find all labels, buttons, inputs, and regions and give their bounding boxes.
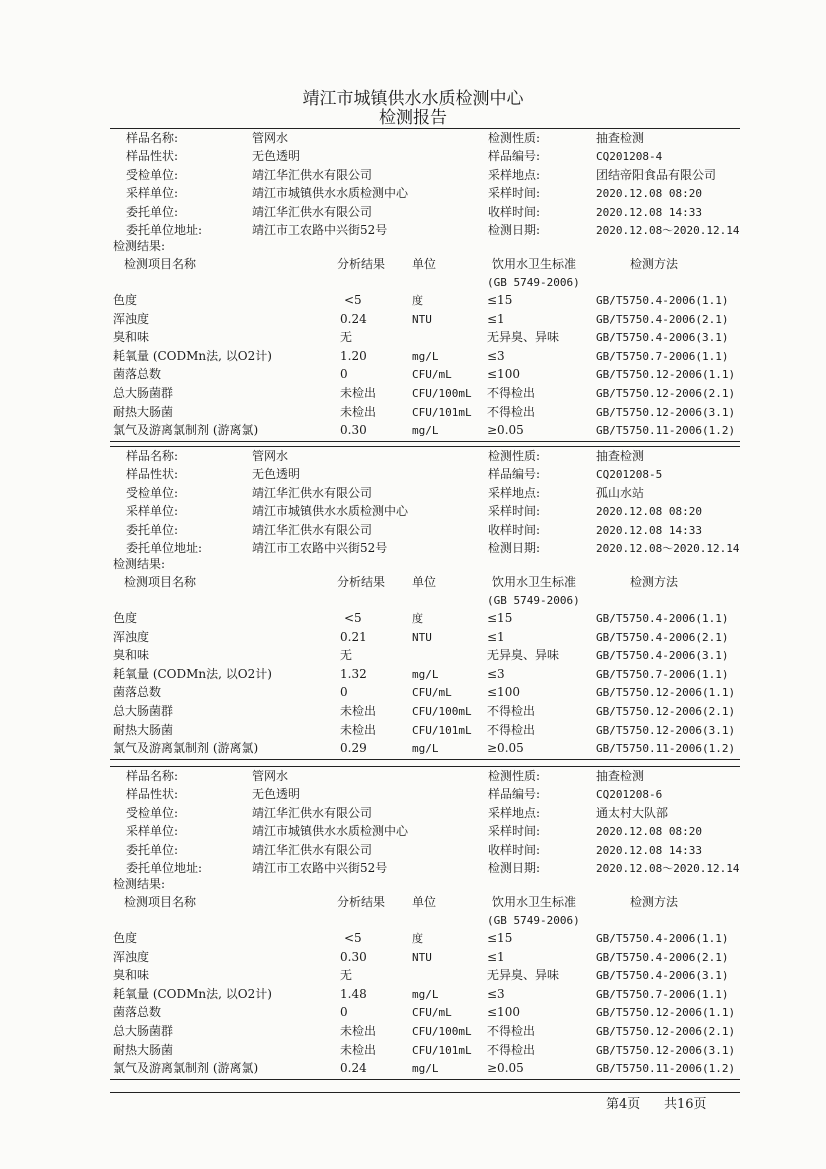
result-standard: ≤3 bbox=[487, 986, 505, 1001]
result-unit: CFU/101mL bbox=[412, 723, 472, 737]
results-heading: 检测结果: bbox=[113, 557, 166, 571]
result-item: 氯气及游离氯制剂 (游离氯) bbox=[113, 741, 259, 756]
result-method: GB/T5750.12-2006(1.1) bbox=[596, 686, 736, 700]
result-standard: ≥0.05 bbox=[487, 741, 524, 756]
result-value: 0 bbox=[340, 367, 348, 382]
result-value: 未检出 bbox=[340, 704, 377, 718]
value-client-unit: 靖江华汇供水有限公司 bbox=[252, 204, 373, 219]
value-sampling-site: 团结帝阳食品有限公司 bbox=[596, 167, 717, 182]
result-standard: 不得检出 bbox=[487, 1042, 536, 1057]
result-unit: mg/L bbox=[412, 987, 439, 1001]
col-header-unit: 单位 bbox=[412, 257, 437, 271]
result-method: GB/T5750.11-2006(1.2) bbox=[596, 742, 736, 756]
value-test-date: 2020.12.08～2020.12.14 bbox=[596, 542, 740, 555]
result-standard: 无异臭、异味 bbox=[487, 648, 560, 663]
result-unit: CFU/101mL bbox=[412, 405, 472, 419]
result-value: 0.24 bbox=[340, 1061, 367, 1076]
label-sample-name: 样品名称: bbox=[126, 131, 179, 145]
result-item: 菌落总数 bbox=[113, 685, 162, 700]
value-sample-no: CQ201208-4 bbox=[596, 150, 663, 164]
result-method: GB/T5750.4-2006(2.1) bbox=[596, 630, 729, 644]
label-client-unit: 委托单位: bbox=[126, 204, 179, 219]
col-header-standard-code: (GB 5749-2006) bbox=[487, 914, 580, 927]
result-value: 无 bbox=[340, 648, 353, 663]
result-unit: mg/L bbox=[412, 424, 439, 438]
value-receive-time: 2020.12.08 14:33 bbox=[596, 523, 702, 537]
result-item: 浑浊度 bbox=[113, 311, 150, 326]
label-client-address: 委托单位地址: bbox=[126, 861, 203, 875]
result-item: 色度 bbox=[113, 293, 138, 307]
result-method: GB/T5750.7-2006(1.1) bbox=[596, 349, 729, 363]
label-client-unit: 委托单位: bbox=[126, 842, 179, 857]
result-unit: mg/L bbox=[412, 742, 439, 756]
result-item: 氯气及游离氯制剂 (游离氯) bbox=[113, 1061, 259, 1076]
result-unit: CFU/mL bbox=[412, 1006, 452, 1020]
label-test-nature: 检测性质: bbox=[488, 449, 541, 463]
label-sampling-unit: 采样单位: bbox=[126, 824, 179, 839]
result-unit: CFU/101mL bbox=[412, 1043, 472, 1057]
results-heading: 检测结果: bbox=[113, 877, 166, 891]
result-item: 臭和味 bbox=[113, 330, 150, 345]
label-sampling-site: 采样地点: bbox=[488, 167, 541, 182]
result-standard: ≤1 bbox=[487, 311, 505, 326]
result-unit: mg/L bbox=[412, 1062, 439, 1076]
result-method: GB/T5750.4-2006(1.1) bbox=[596, 294, 729, 307]
label-sample-name: 样品名称: bbox=[126, 449, 179, 463]
label-test-date: 检测日期: bbox=[488, 223, 541, 237]
label-receive-time: 收样时间: bbox=[488, 204, 541, 219]
footer-rule bbox=[110, 1092, 740, 1093]
result-method: GB/T5750.4-2006(3.1) bbox=[596, 331, 729, 345]
result-unit: CFU/100mL bbox=[412, 705, 472, 718]
page-org-title: 靖江市城镇供水水质检测中心 bbox=[302, 89, 524, 109]
result-unit: mg/L bbox=[412, 667, 439, 681]
result-value: 无 bbox=[340, 330, 353, 345]
result-unit: NTU bbox=[412, 950, 432, 964]
result-standard: ≤100 bbox=[487, 1005, 520, 1020]
result-method: GB/T5750.7-2006(1.1) bbox=[596, 667, 729, 681]
result-item: 浑浊度 bbox=[113, 629, 150, 644]
result-standard: 无异臭、异味 bbox=[487, 968, 560, 983]
col-header-standard: 饮用水卫生标准 bbox=[492, 575, 577, 589]
result-item: 色度 bbox=[113, 931, 138, 945]
label-receive-time: 收样时间: bbox=[488, 522, 541, 537]
result-value: 0.29 bbox=[340, 741, 367, 756]
label-test-date: 检测日期: bbox=[488, 541, 541, 555]
result-standard: 无异臭、异味 bbox=[487, 330, 560, 345]
result-unit: CFU/mL bbox=[412, 368, 452, 382]
value-sampling-unit: 靖江市城镇供水水质检测中心 bbox=[252, 824, 409, 839]
value-sample-name: 管网水 bbox=[252, 449, 289, 463]
label-sample-no: 样品编号: bbox=[488, 149, 541, 164]
label-sample-name: 样品名称: bbox=[126, 769, 179, 783]
results-heading: 检测结果: bbox=[113, 239, 166, 253]
value-inspected-unit: 靖江华汇供水有限公司 bbox=[252, 805, 373, 820]
result-standard: 不得检出 bbox=[487, 386, 536, 400]
result-method: GB/T5750.12-2006(3.1) bbox=[596, 723, 736, 737]
result-method: GB/T5750.4-2006(1.1) bbox=[596, 932, 729, 945]
label-receive-time: 收样时间: bbox=[488, 842, 541, 857]
result-value: 0 bbox=[340, 685, 348, 700]
result-value: <5 bbox=[344, 931, 362, 945]
result-method: GB/T5750.12-2006(2.1) bbox=[596, 1025, 736, 1038]
result-unit: NTU bbox=[412, 630, 432, 644]
label-client-address: 委托单位地址: bbox=[126, 541, 203, 555]
result-item: 耐热大肠菌 bbox=[113, 404, 174, 419]
result-method: GB/T5750.4-2006(1.1) bbox=[596, 612, 729, 625]
result-unit: mg/L bbox=[412, 349, 439, 363]
result-method: GB/T5750.4-2006(3.1) bbox=[596, 969, 729, 983]
result-method: GB/T5750.4-2006(3.1) bbox=[596, 649, 729, 663]
value-sample-no: CQ201208-5 bbox=[596, 468, 663, 482]
result-method: GB/T5750.12-2006(1.1) bbox=[596, 1006, 736, 1020]
result-method: GB/T5750.12-2006(3.1) bbox=[596, 405, 736, 419]
result-item: 总大肠菌群 bbox=[113, 704, 174, 718]
value-sampling-site: 通太村大队部 bbox=[596, 805, 669, 820]
result-unit: NTU bbox=[412, 312, 432, 326]
result-value: 0.24 bbox=[340, 311, 367, 326]
result-item: 总大肠菌群 bbox=[113, 1024, 174, 1038]
value-client-unit: 靖江华汇供水有限公司 bbox=[252, 842, 373, 857]
label-sampling-unit: 采样单位: bbox=[126, 504, 179, 519]
result-unit: CFU/100mL bbox=[412, 387, 472, 400]
result-value: 无 bbox=[340, 968, 353, 983]
col-header-standard-code: (GB 5749-2006) bbox=[487, 594, 580, 607]
value-receive-time: 2020.12.08 14:33 bbox=[596, 205, 702, 219]
label-test-date: 检测日期: bbox=[488, 861, 541, 875]
result-value: 0 bbox=[340, 1005, 348, 1020]
result-standard: 不得检出 bbox=[487, 704, 536, 718]
col-header-item: 检测项目名称 bbox=[124, 895, 197, 909]
result-standard: 不得检出 bbox=[487, 1024, 536, 1038]
result-value: 1.32 bbox=[340, 666, 367, 681]
label-sample-no: 样品编号: bbox=[488, 787, 541, 802]
value-test-nature: 抽查检测 bbox=[596, 131, 645, 145]
value-inspected-unit: 靖江华汇供水有限公司 bbox=[252, 167, 373, 182]
value-sample-name: 管网水 bbox=[252, 131, 289, 145]
value-sampling-unit: 靖江市城镇供水水质检测中心 bbox=[252, 186, 409, 201]
result-standard: ≤15 bbox=[487, 293, 513, 307]
result-method: GB/T5750.12-2006(1.1) bbox=[596, 368, 736, 382]
col-header-unit: 单位 bbox=[412, 575, 437, 589]
value-sample-form: 无色透明 bbox=[252, 787, 301, 802]
result-method: GB/T5750.12-2006(3.1) bbox=[596, 1043, 736, 1057]
result-item: 耗氧量 (CODMn法, 以O2计) bbox=[113, 348, 272, 363]
value-inspected-unit: 靖江华汇供水有限公司 bbox=[252, 485, 373, 500]
col-header-unit: 单位 bbox=[412, 895, 437, 909]
label-sample-form: 样品性状: bbox=[126, 787, 179, 802]
label-inspected-unit: 受检单位: bbox=[126, 485, 179, 500]
label-sampling-time: 采样时间: bbox=[488, 186, 541, 201]
col-header-standard-code: (GB 5749-2006) bbox=[487, 276, 580, 289]
label-sample-form: 样品性状: bbox=[126, 149, 179, 164]
block-bottom-rule bbox=[110, 1079, 740, 1080]
result-unit: 度 bbox=[412, 294, 423, 307]
result-value: <5 bbox=[344, 611, 362, 625]
label-sampling-site: 采样地点: bbox=[488, 485, 541, 500]
result-method: GB/T5750.4-2006(2.1) bbox=[596, 312, 729, 326]
result-item: 耗氧量 (CODMn法, 以O2计) bbox=[113, 666, 272, 681]
result-standard: ≥0.05 bbox=[487, 1061, 524, 1076]
value-test-date: 2020.12.08～2020.12.14 bbox=[596, 862, 740, 875]
result-item: 色度 bbox=[113, 611, 138, 625]
label-client-unit: 委托单位: bbox=[126, 522, 179, 537]
result-value: 1.20 bbox=[340, 348, 367, 363]
col-header-result: 分析结果 bbox=[337, 575, 386, 589]
label-sampling-site: 采样地点: bbox=[488, 805, 541, 820]
value-sample-form: 无色透明 bbox=[252, 467, 301, 482]
value-sampling-time: 2020.12.08 08:20 bbox=[596, 825, 702, 839]
result-method: GB/T5750.7-2006(1.1) bbox=[596, 987, 729, 1001]
result-item: 耐热大肠菌 bbox=[113, 722, 174, 737]
page-title: 检测报告 bbox=[379, 108, 447, 128]
result-unit: CFU/mL bbox=[412, 686, 452, 700]
col-header-result: 分析结果 bbox=[337, 257, 386, 271]
block-top-rule bbox=[110, 446, 740, 447]
result-item: 氯气及游离氯制剂 (游离氯) bbox=[113, 423, 259, 438]
page-total: 共16页 bbox=[664, 1097, 707, 1112]
value-client-address: 靖江市工农路中兴街52号 bbox=[252, 541, 388, 555]
col-header-standard: 饮用水卫生标准 bbox=[492, 257, 577, 271]
block-top-rule bbox=[110, 128, 740, 129]
result-value: 0.30 bbox=[340, 949, 367, 964]
value-sampling-unit: 靖江市城镇供水水质检测中心 bbox=[252, 504, 409, 519]
result-item: 浑浊度 bbox=[113, 949, 150, 964]
result-method: GB/T5750.4-2006(2.1) bbox=[596, 950, 729, 964]
label-inspected-unit: 受检单位: bbox=[126, 805, 179, 820]
result-value: <5 bbox=[344, 293, 362, 307]
value-client-address: 靖江市工农路中兴街52号 bbox=[252, 223, 388, 237]
result-standard: ≤100 bbox=[487, 367, 520, 382]
result-method: GB/T5750.11-2006(1.2) bbox=[596, 424, 736, 438]
label-test-nature: 检测性质: bbox=[488, 769, 541, 783]
result-standard: ≤1 bbox=[487, 629, 505, 644]
result-item: 菌落总数 bbox=[113, 1005, 162, 1020]
col-header-standard: 饮用水卫生标准 bbox=[492, 895, 577, 909]
block-top-rule bbox=[110, 766, 740, 767]
result-value: 未检出 bbox=[340, 722, 377, 737]
result-unit: CFU/100mL bbox=[412, 1025, 472, 1038]
result-value: 未检出 bbox=[340, 1024, 377, 1038]
value-sampling-time: 2020.12.08 08:20 bbox=[596, 187, 702, 201]
col-header-item: 检测项目名称 bbox=[124, 575, 197, 589]
label-inspected-unit: 受检单位: bbox=[126, 167, 179, 182]
value-client-address: 靖江市工农路中兴街52号 bbox=[252, 861, 388, 875]
col-header-item: 检测项目名称 bbox=[124, 257, 197, 271]
result-method: GB/T5750.12-2006(2.1) bbox=[596, 387, 736, 400]
value-test-nature: 抽查检测 bbox=[596, 769, 645, 783]
result-method: GB/T5750.11-2006(1.2) bbox=[596, 1062, 736, 1076]
result-standard: ≤1 bbox=[487, 949, 505, 964]
label-sample-no: 样品编号: bbox=[488, 467, 541, 482]
block-bottom-rule bbox=[110, 441, 740, 442]
col-header-method: 检测方法 bbox=[630, 895, 679, 909]
col-header-result: 分析结果 bbox=[337, 895, 386, 909]
result-unit: 度 bbox=[412, 612, 423, 625]
result-value: 0.21 bbox=[340, 629, 367, 644]
col-header-method: 检测方法 bbox=[630, 575, 679, 589]
result-value: 未检出 bbox=[340, 386, 377, 400]
result-item: 菌落总数 bbox=[113, 367, 162, 382]
result-item: 臭和味 bbox=[113, 648, 150, 663]
result-standard: ≥0.05 bbox=[487, 423, 524, 438]
value-receive-time: 2020.12.08 14:33 bbox=[596, 843, 702, 857]
result-item: 臭和味 bbox=[113, 968, 150, 983]
result-value: 1.48 bbox=[340, 986, 367, 1001]
label-client-address: 委托单位地址: bbox=[126, 223, 203, 237]
result-item: 耐热大肠菌 bbox=[113, 1042, 174, 1057]
value-sample-name: 管网水 bbox=[252, 769, 289, 783]
label-test-nature: 检测性质: bbox=[488, 131, 541, 145]
result-standard: 不得检出 bbox=[487, 722, 536, 737]
label-sampling-time: 采样时间: bbox=[488, 824, 541, 839]
result-item: 总大肠菌群 bbox=[113, 386, 174, 400]
result-standard: ≤15 bbox=[487, 931, 513, 945]
result-method: GB/T5750.12-2006(2.1) bbox=[596, 705, 736, 718]
value-sample-form: 无色透明 bbox=[252, 149, 301, 164]
value-sampling-site: 孤山水站 bbox=[596, 485, 645, 500]
page-number: 第4页 bbox=[606, 1097, 641, 1112]
result-standard: ≤100 bbox=[487, 685, 520, 700]
result-value: 未检出 bbox=[340, 1042, 377, 1057]
result-value: 0.30 bbox=[340, 423, 367, 438]
value-test-nature: 抽查检测 bbox=[596, 449, 645, 463]
result-value: 未检出 bbox=[340, 404, 377, 419]
result-standard: ≤3 bbox=[487, 348, 505, 363]
label-sampling-time: 采样时间: bbox=[488, 504, 541, 519]
result-standard: 不得检出 bbox=[487, 404, 536, 419]
block-bottom-rule bbox=[110, 759, 740, 760]
result-unit: 度 bbox=[412, 932, 423, 945]
value-sampling-time: 2020.12.08 08:20 bbox=[596, 505, 702, 519]
label-sample-form: 样品性状: bbox=[126, 467, 179, 482]
value-sample-no: CQ201208-6 bbox=[596, 788, 663, 802]
value-test-date: 2020.12.08～2020.12.14 bbox=[596, 224, 740, 237]
result-standard: ≤3 bbox=[487, 666, 505, 681]
result-standard: ≤15 bbox=[487, 611, 513, 625]
label-sampling-unit: 采样单位: bbox=[126, 186, 179, 201]
value-client-unit: 靖江华汇供水有限公司 bbox=[252, 522, 373, 537]
col-header-method: 检测方法 bbox=[630, 257, 679, 271]
result-item: 耗氧量 (CODMn法, 以O2计) bbox=[113, 986, 272, 1001]
